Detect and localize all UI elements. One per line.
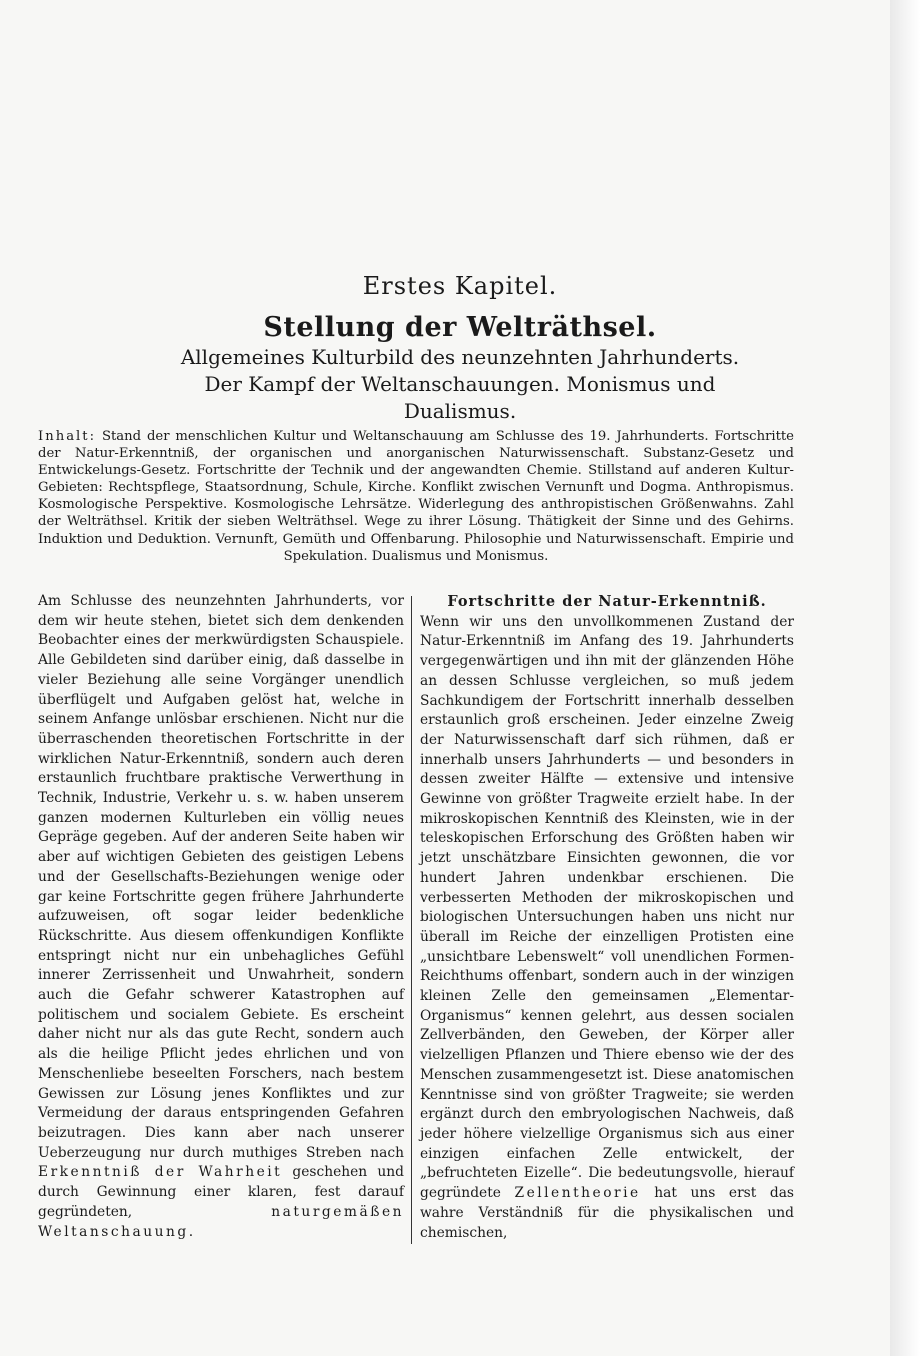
emphasis-phrase: Zellentheorie bbox=[514, 1185, 641, 1202]
left-column-text-continued: geschehen und durch Gewinnung einer klaren, fest darauf gegründeten, bbox=[38, 1164, 404, 1220]
right-column bbox=[420, 592, 794, 1243]
contents-text: Stand der menschlichen Kultur und Weltanschauung am Schlusse des 19. Jahrhunderts. Fortschritte der Natur-Erkenntniß, der organischen und anorganischen Naturwissenschaft. Substanz-Gesetz und Entwickelungs-Gesetz. Fortschritte der Technik und der angewandten Chemie. Stillstand auf anderen Kultur-Gebieten: Rechtspflege, Staatsordnung, Schule, Kirche. Konflikt zwischen Vernunft und Dogma. Anthropismus. Kosmologische Perspektive. Kosmologische Lehrsätze. Widerlegung des anthropistischen Größenwahns. Zahl der Welträthsel. Kritik der sieben Welträthsel. Wege zu ihrer Lösung. Thätigkeit der Sinne und des Gehirns. Induktion und Deduktion. Vernunft, Gemüth und Offenbarung. Philosophie und Naturwissenschaft. Empirie und Spekulation. Dualismus und Monismus. bbox=[38, 429, 794, 564]
contents-label: Inhalt: bbox=[38, 429, 97, 444]
column-divider bbox=[411, 596, 412, 1244]
emphasis-phrase: Erkenntniß der Wahrheit bbox=[38, 1164, 283, 1181]
section-heading: Fortschritte der Natur-Erkenntniß. bbox=[447, 593, 767, 610]
page-edge-shadow bbox=[890, 0, 920, 1356]
left-column bbox=[38, 592, 404, 1242]
emphasis-phrase: naturgemäßen Weltanschauung. bbox=[38, 1203, 404, 1240]
right-column-text-continued: hat uns erst das wahre Verständniß für die physikalischen und chemischen, bbox=[420, 1185, 795, 1241]
chapter-subtitle: Allgemeines Kulturbild des neunzehnten Jahrhunderts. Der Kampf der Weltanschauungen. Monismus und Dualismus. bbox=[180, 345, 740, 423]
right-column-text: Wenn wir uns den unvollkommenen Zustand der Natur-Erkenntniß im Anfang des 19. Jahrhunderts vergegenwärtigen und ihn mit der glänzenden Höhe an dessen Schlusse vergleichen, so muß jedem Sachkundigem der Fortschritt innerhalb desselben erstaunlich groß erscheinen. Jeder einzelne Zweig der Naturwissenschaft darf sich rühmen, daß er innerhalb unsers Jahrhunderts — und besonders in dessen zweiter Hälfte — extensive und intensive Gewinne von größter Tragweite erzielt habe. In der mikroskopischen Kenntniß des Kleinsten, wie in der teleskopischen Erforschung des Größten haben wir jetzt unschätzbare Einsichten gewonnen, die vor hundert Jahren undenkbar erschienen. Die verbesserten Methoden der mikroskopischen und biologischen Untersuchungen haben uns nicht nur überall im Reiche der einzelligen Protisten eine „unsichtbare Lebenswelt“ voll unendlichen Formen-Reichthums offenbart, sondern auch in der winzigen kleinen Zelle den gemeinsamen „Elementar-Organismus“ kennen gelehrt, aus dessen socialen Zellverbänden, den Geweben, der Körper aller vielzelligen Pflanzen und Thiere ebenso wie der des Menschen zusammengesetzt ist. Diese anatomischen Kenntnisse sind von größter Tragweite; sie werden ergänzt durch den embryologischen Nachweis, daß jeder höhere vielzellige Organismus sich aus einer einzigen einfachen Zelle entwickelt, der „befruchteten Eizelle“. Die bedeutungsvolle, hierauf gegründete bbox=[420, 613, 794, 1202]
left-column-text: Am Schlusse des neunzehnten Jahrhunderts, vor dem wir heute stehen, bietet sich dem denkenden Beobachter eines der merkwürdigsten Schauspiele. Alle Gebildeten sind darüber einig, daß dasselbe in vieler Beziehung alle seine Vorgänger unendlich überflügelt und Aufgaben gelöst hat, welche in seinem Anfange unlösbar erschienen. Nicht nur die überraschenden theoretischen Fortschritte in der wirklichen Natur-Erkenntniß, sondern auch deren erstaunlich fruchtbare praktische Verwerthung in Technik, Industrie, Verkehr u. s. w. haben unserem ganzen modernen Kulturleben ein völlig neues Gepräge gegeben. Auf der anderen Seite haben wir aber auf wichtigen Gebieten des geistigen Lebens und der Gesellschafts-Beziehungen wenige oder gar keine Fortschritte gegen frühere Jahrhunderte aufzuweisen, oft sogar leider bedenkliche Rückschritte. Aus diesem offenkundigen Konflikte entspringt nicht nur ein unbehagliches Gefühl innerer Zerrissenheit und Unwahrheit, sondern auch die Gefahr schwerer Katastrophen auf politischem und socialem Gebiete. Es erscheint daher nicht nur als das gute Recht, sondern auch als die heilige Pflicht jedes ehrlichen und von Menschenliebe beseelten Forschers, nach bestem Gewissen zur Lösung jenes Konfliktes und zur Vermeidung der daraus entspringenden Gefahren beizutragen. Dies kann aber nach unserer Ueberzeugung nur durch muthiges Streben nach bbox=[38, 593, 404, 1161]
chapter-label: Erstes Kapitel. bbox=[362, 272, 558, 300]
chapter-contents bbox=[38, 428, 794, 565]
chapter-title: Stellung der Welträthsel. bbox=[263, 312, 657, 343]
